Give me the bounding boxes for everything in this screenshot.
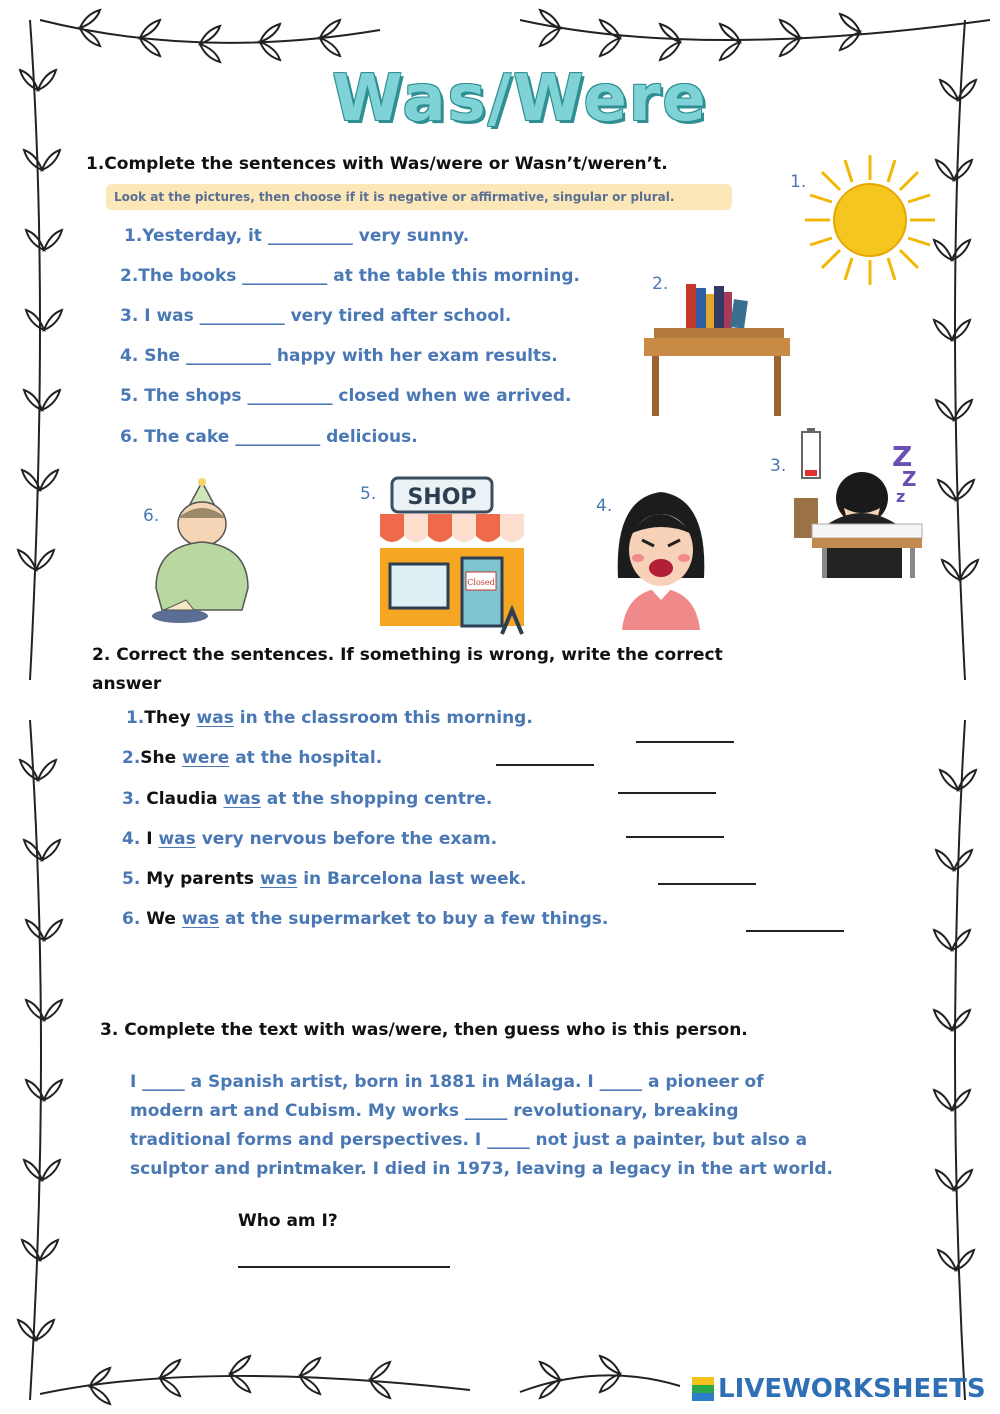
section3-heading: 3. Complete the text with was/were, then guess who is this person. <box>100 1020 748 1040</box>
s2-answer-line-1[interactable] <box>636 741 734 743</box>
picture-label-6: 6. <box>143 506 160 526</box>
section2-heading-line2: answer <box>92 674 162 694</box>
s2-item-6-number: 6. <box>122 909 141 929</box>
closed-sign: Closed <box>467 578 495 587</box>
logo-mark-icon <box>692 1377 714 1401</box>
s1-sentence-5: 5. The shops __________ closed when we arrived. <box>120 386 572 406</box>
angry-girl-icon <box>610 488 712 630</box>
s2-item-4-verb: was <box>158 829 196 849</box>
s2-answer-line-5[interactable] <box>658 883 756 885</box>
paragraph-line-4: sculptor and printmaker. I died in 1973, leaving a legacy in the art world. <box>130 1159 834 1179</box>
s2-item-3-verb: was <box>223 789 261 809</box>
brand-text: LIVEWORKSHEETS <box>718 1374 986 1404</box>
s2-answer-line-2[interactable] <box>496 764 594 766</box>
section2-heading-line1: 2. Correct the sentences. If something is wrong, write the correct <box>92 645 723 665</box>
s2-item-5 <box>122 869 526 889</box>
s2-item-6 <box>122 909 608 929</box>
s2-item-5-subject: My parents <box>146 869 255 889</box>
s2-item-4-rest: very nervous before the exam. <box>201 829 498 849</box>
svg-text:z: z <box>896 487 906 506</box>
s2-item-1-verb: was <box>196 708 234 728</box>
section1-tip: Look at the pictures, then choose if it is negative or affirmative, singular or plural. <box>106 184 732 210</box>
who-am-i-answer-line[interactable] <box>238 1266 450 1268</box>
picture-label-4: 4. <box>596 496 613 516</box>
s2-item-5-rest: in Barcelona last week. <box>303 869 527 889</box>
s2-item-4-number: 4. <box>122 829 141 849</box>
liveworksheets-logo <box>692 1374 986 1404</box>
s2-item-1-rest: in the classroom this morning. <box>239 708 533 728</box>
svg-text:Z: Z <box>902 467 917 491</box>
s2-item-2-number: 2. <box>122 748 141 768</box>
paragraph-line-3: traditional forms and perspectives. I _____ not just a painter, but also a <box>130 1130 808 1150</box>
s2-item-3-number: 3. <box>122 789 141 809</box>
paragraph-line-2: modern art and Cubism. My works _____ revolutionary, breaking <box>130 1101 739 1121</box>
s2-item-3-subject: Claudia <box>146 789 218 809</box>
s2-item-2-verb: were <box>182 748 230 768</box>
books-table-icon <box>644 278 790 418</box>
s2-item-2 <box>122 748 382 768</box>
page-title: Was/Were <box>332 62 708 136</box>
who-am-i-question: Who am I? <box>238 1211 338 1231</box>
s2-item-1-number: 1. <box>126 708 145 728</box>
shop-sign: SHOP <box>407 485 477 510</box>
s2-answer-line-3[interactable] <box>618 792 716 794</box>
s2-item-5-number: 5. <box>122 869 141 889</box>
s2-item-3-rest: at the shopping centre. <box>266 789 493 809</box>
s2-item-2-subject: She <box>140 748 177 768</box>
s2-item-6-subject: We <box>146 909 176 929</box>
picture-label-5: 5. <box>360 484 377 504</box>
section1-heading: 1.Complete the sentences with Was/were or Wasn’t/weren’t. <box>86 154 668 174</box>
s2-item-6-verb: was <box>181 909 220 929</box>
s1-sentence-6: 6. The cake __________ delicious. <box>120 427 418 447</box>
sun-icon <box>800 150 940 290</box>
section3-paragraph <box>130 1068 850 1184</box>
sleeping-student-icon <box>792 428 932 580</box>
s2-item-1 <box>126 708 533 728</box>
s2-item-4 <box>122 829 497 849</box>
s2-answer-line-6[interactable] <box>746 930 844 932</box>
picture-label-2: 2. <box>652 274 669 294</box>
boy-eating-cake-icon <box>150 478 262 630</box>
s2-item-5-verb: was <box>259 869 298 889</box>
s2-answer-line-4[interactable] <box>626 836 724 838</box>
s2-item-2-rest: at the hospital. <box>235 748 383 768</box>
s2-item-1-subject: They <box>144 708 191 728</box>
picture-label-1: 1. <box>790 172 807 192</box>
svg-text:Z: Z <box>892 440 913 473</box>
s1-sentence-3: 3. I was __________ very tired after school. <box>120 306 512 326</box>
s1-sentence-1: 1.Yesterday, it __________ very sunny. <box>124 226 470 246</box>
s1-sentence-4: 4. She __________ happy with her exam results. <box>120 346 558 366</box>
s2-item-4-subject: I <box>146 829 153 849</box>
s2-item-3 <box>122 789 492 809</box>
shop-icon <box>374 474 534 636</box>
picture-label-3: 3. <box>770 456 787 476</box>
paragraph-line-1: I _____ a Spanish artist, born in 1881 in Málaga. I _____ a pioneer of <box>130 1072 764 1092</box>
s1-sentence-2: 2.The books __________ at the table this morning. <box>120 266 580 286</box>
s2-item-6-rest: at the supermarket to buy a few things. <box>225 909 609 929</box>
